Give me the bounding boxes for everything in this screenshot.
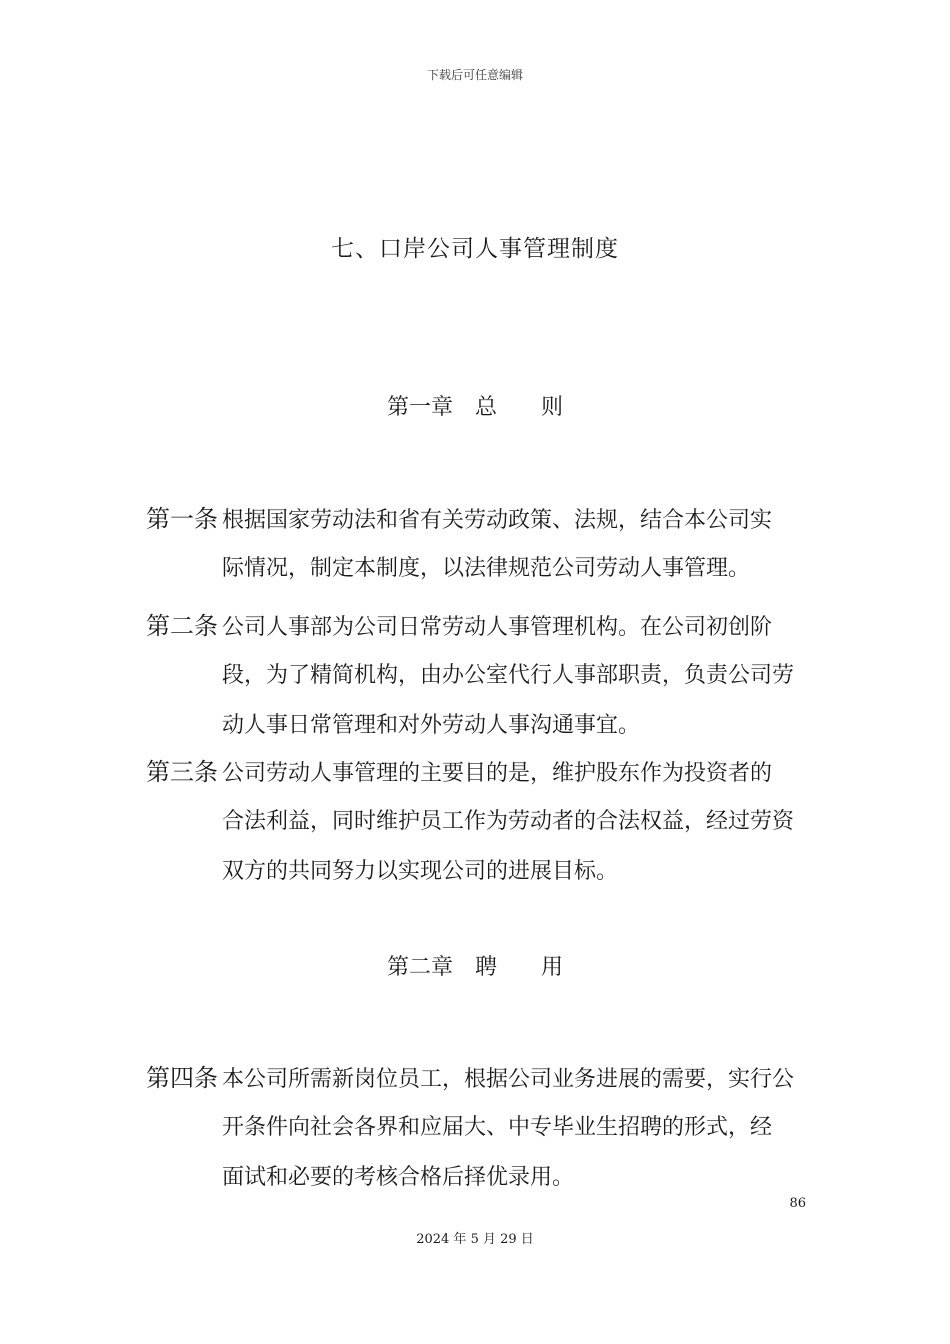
article-1 — [146, 494, 810, 594]
article-text: 公司劳动人事管理的主要目的是，维护股东作为投资者的 — [222, 761, 773, 786]
article-line — [146, 494, 810, 544]
article-label: 第二条 — [146, 612, 218, 640]
article-line — [146, 601, 810, 651]
article-text: 本公司所需新岗位员工，根据公司业务进展的需要，实行公 — [222, 1067, 795, 1092]
article-line — [146, 747, 810, 797]
article-line: 开条件向社会各界和应届大、中专毕业生招聘的形式，经 — [222, 1115, 773, 1140]
article-4 — [146, 1053, 810, 1203]
header-note: 下载后可任意编辑 — [426, 68, 523, 82]
page-number: 86 — [789, 1196, 806, 1211]
footer-date: 2024 年 5 月 29 日 — [416, 1232, 534, 1247]
article-line: 双方的共同努力以实现公司的进展目标。 — [222, 859, 619, 884]
chapter-heading: 第二章 聘 用 — [386, 955, 563, 980]
article-2 — [146, 601, 810, 751]
article-line — [146, 1053, 810, 1103]
article-text: 根据国家劳动法和省有关劳动政策、法规，结合本公司实 — [222, 508, 773, 533]
article-label: 第三条 — [146, 758, 218, 786]
article-label: 第四条 — [146, 1064, 218, 1092]
article-label: 第一条 — [146, 505, 218, 533]
article-line: 合法利益，同时维护员工作为劳动者的合法权益，经过劳资 — [222, 809, 795, 834]
article-text: 公司人事部为公司日常劳动人事管理机构。在公司初创阶 — [222, 615, 773, 640]
article-3 — [146, 747, 810, 897]
document-title: 七、口岸公司人事管理制度 — [331, 236, 619, 262]
article-line: 动人事日常管理和对外劳动人事沟通事宜。 — [222, 713, 641, 738]
chapter-heading: 第一章 总 则 — [386, 395, 563, 420]
article-line: 际情况，制定本制度，以法律规范公司劳动人事管理。 — [222, 556, 751, 581]
article-line: 段，为了精简机构，由办公室代行人事部职责，负责公司劳 — [222, 663, 795, 688]
article-line: 面试和必要的考核合格后择优录用。 — [222, 1165, 575, 1190]
